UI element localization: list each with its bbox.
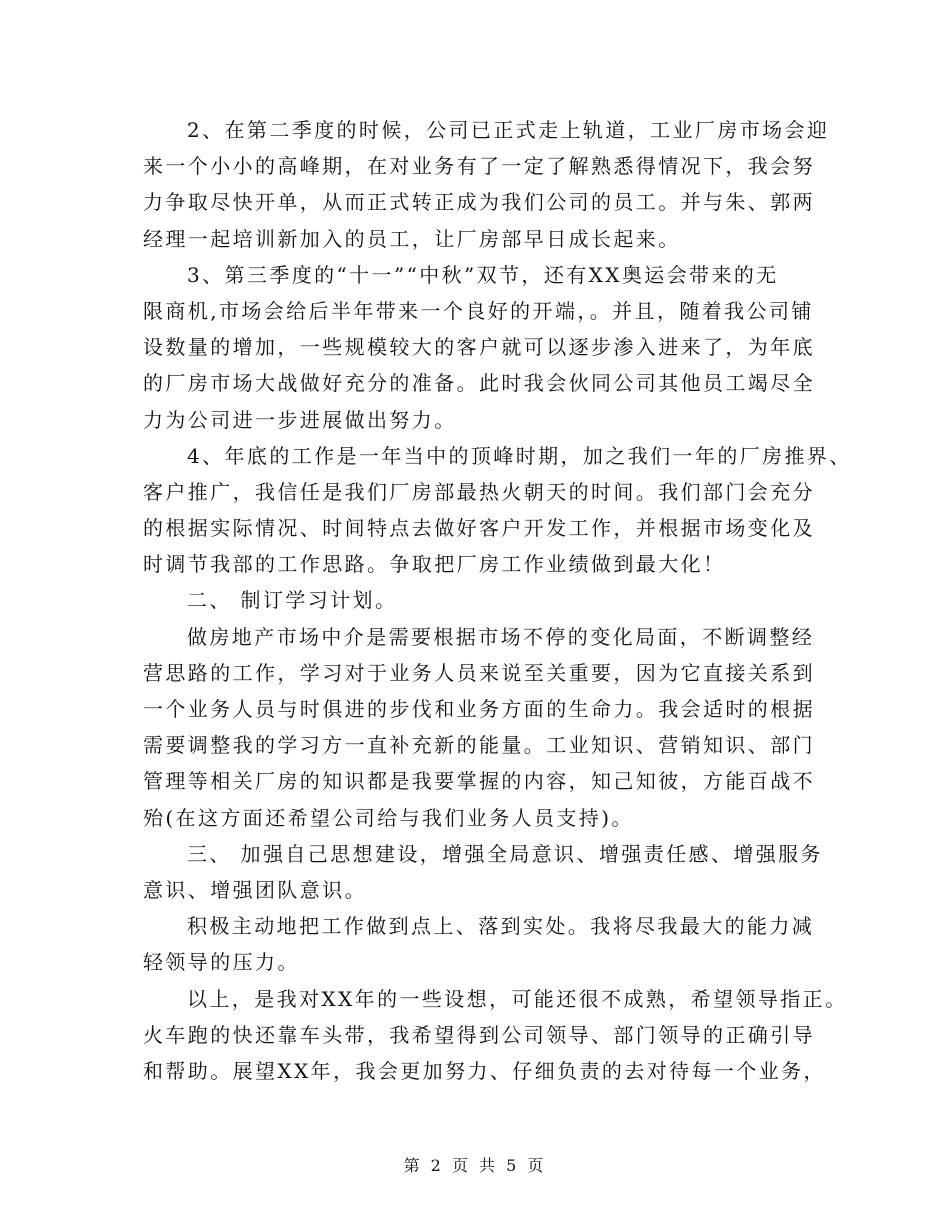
text-line: 2、在第二季度的时候，公司已正式走上轨道，工业厂房市场会迎 (187, 118, 830, 142)
text-line: 需要调整我的学习方一直补充新的能量。工业知识、营销知识、部门 (143, 733, 815, 758)
text-line: 三、 加强自己思想建设，增强全局意识、增强责任感、增强服务 (187, 841, 823, 866)
page-number-footer: 第 2 页 共 5 页 (403, 1156, 547, 1175)
text-line: 轻领导的压力。 (143, 950, 300, 975)
text-line: 一个业务人员与时俱进的步伐和业务方面的生命力。我会适时的根据 (143, 697, 815, 721)
text-line: 二、 制订学习计划。 (187, 588, 398, 613)
text-line: 时调节我部的工作思路。争取把厂房工作业绩做到最大化！ (143, 552, 726, 577)
text-line: 4、年底的工作是一年当中的顶峰时期，加之我们一年的厂房推界、 (187, 443, 852, 468)
text-line: 做房地产市场中介是需要根据市场不停的变化局面，不断调整经 (187, 624, 815, 649)
text-line: 经理一起培训新加入的员工，让厂房部早日成长起来。 (143, 226, 681, 251)
text-line: 力争取尽快开单，从而正式转正成为我们公司的员工。并与朱、郭两 (143, 190, 815, 215)
text-line: 设数量的增加，一些规模较大的客户就可以逐步渗入进来了，为年底 (143, 335, 815, 360)
text-line: 积极主动地把工作做到点上、落到实处。我将尽我最大的能力减 (187, 914, 815, 939)
text-line: 的厂房市场大战做好充分的准备。此时我会伙同公司其他员工竭尽全 (143, 371, 815, 396)
text-line: 限商机,市场会给后半年带来一个良好的开端，。并且，随着我公司铺 (143, 298, 814, 323)
text-line: 来一个小小的高峰期，在对业务有了一定了解熟悉得情况下，我会努 (143, 154, 815, 179)
text-line: 管理等相关厂房的知识都是我要掌握的内容，知己知彼，方能百战不 (143, 769, 815, 794)
text-line: 的根据实际情况、时间特点去做好客户开发工作，并根据市场变化及 (143, 516, 815, 541)
text-line: 客户推广，我信任是我们厂房部最热火朝天的时间。我们部门会充分 (143, 479, 815, 504)
text-line: 殆(在这方面还希望公司给与我们业务人员支持)。 (143, 805, 634, 830)
text-line: 营思路的工作，学习对于业务人员来说至关重要，因为它直接关系到 (143, 660, 815, 685)
text-line: 意识、增强团队意识。 (143, 877, 367, 902)
document-body (143, 112, 852, 1089)
text-line: 3、第三季度的“十一”“中秋”双节，还有XX奥运会带来的无 (187, 262, 779, 287)
text-line: 力为公司进一步进展做出努力。 (143, 407, 457, 432)
text-line: 以上，是我对XX年的一些设想，可能还很不成熟，希望领导指正。 (187, 986, 848, 1011)
text-line: 和帮助。展望XX年，我会更加努力、仔细负责的去对待每一个业务， (143, 1058, 826, 1083)
text-line: 火车跑的快还靠车头带，我希望得到公司领导、部门领导的正确引导 (143, 1022, 815, 1047)
